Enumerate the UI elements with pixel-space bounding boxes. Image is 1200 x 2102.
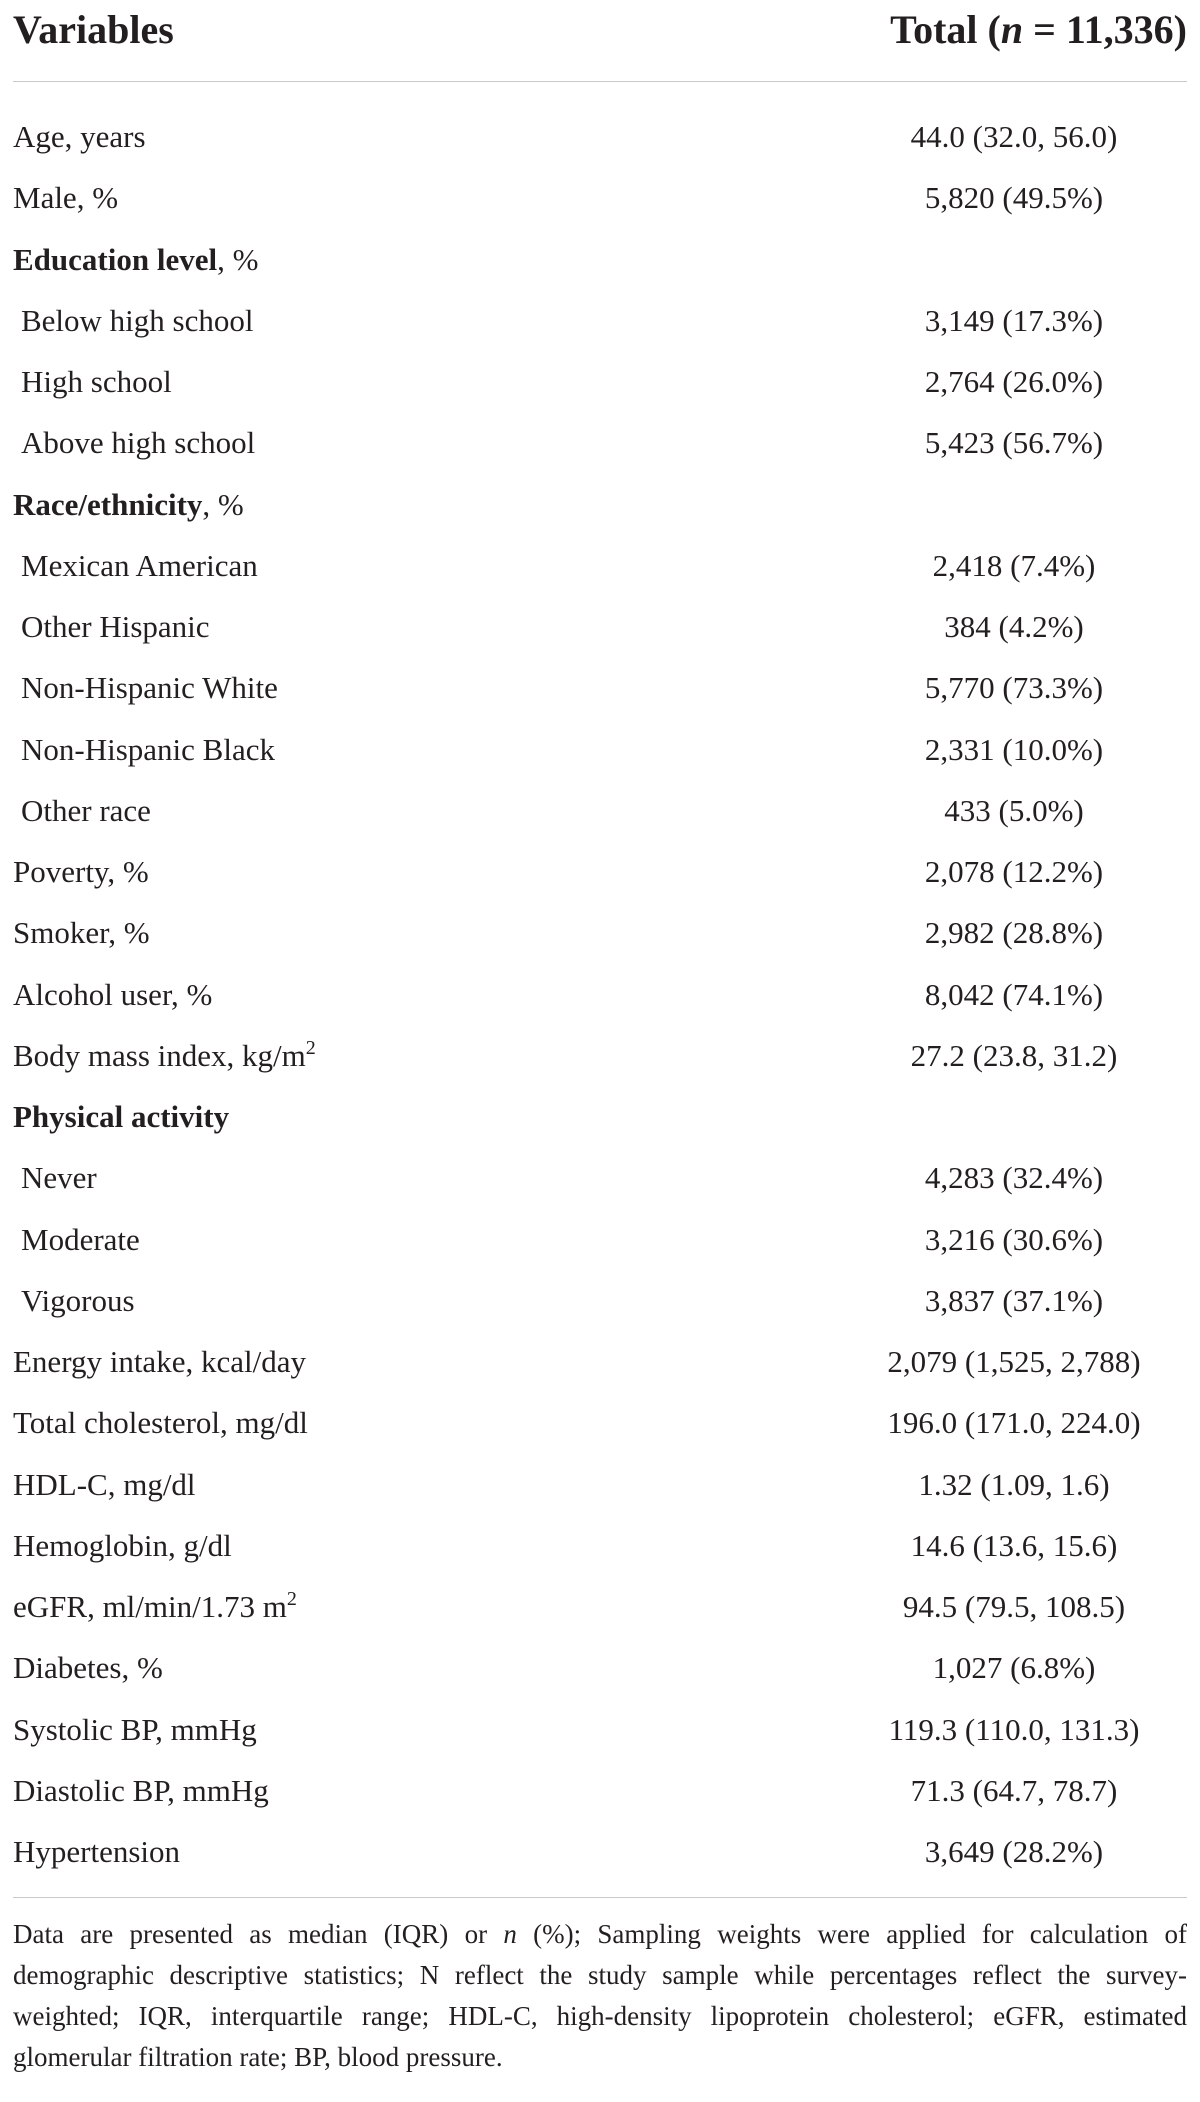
column-header-total-suffix: = 11,336) (1023, 7, 1187, 52)
row-label: Never (21, 1160, 97, 1196)
table-header (0, 0, 1200, 80)
row-label-superscript: 2 (286, 1588, 297, 1610)
table-row (0, 1515, 1200, 1576)
footnote-n: n (503, 1919, 517, 1949)
table-row (0, 290, 1200, 351)
table-row (0, 964, 1200, 1025)
column-header-total-n: n (1000, 7, 1024, 52)
row-value: 3,149 (17.3%) (924, 302, 1104, 338)
row-value: 5,820 (49.5%) (924, 180, 1104, 216)
row-value: 1,027 (6.8%) (932, 1650, 1096, 1686)
section-heading-race (0, 474, 1200, 535)
row-label-text: eGFR, ml/min/1.73 m (13, 1589, 287, 1624)
row-value: 1.32 (1.09, 1.6) (918, 1466, 1110, 1502)
row-label: Diabetes, % (13, 1650, 163, 1686)
row-label: High school (21, 364, 172, 399)
table-row (0, 351, 1200, 412)
row-label: Poverty, % (13, 854, 149, 889)
table-row (0, 106, 1200, 167)
table-row (0, 1699, 1200, 1760)
section-label-rest: , % (217, 241, 259, 277)
row-value: 2,982 (28.8%) (924, 915, 1104, 951)
table-row (0, 1147, 1200, 1208)
row-value: 4,283 (32.4%) (924, 1160, 1104, 1196)
section-label-bold: Education level (13, 241, 218, 277)
row-value: 3,649 (28.2%) (924, 1834, 1104, 1869)
row-label (13, 1576, 297, 1642)
table-row (0, 780, 1200, 841)
row-value: 44.0 (32.0, 56.0) (910, 119, 1118, 154)
table-body (0, 106, 1200, 1882)
row-label-superscript: 2 (305, 1036, 316, 1059)
section-label (13, 229, 258, 290)
section-heading-education (0, 229, 1200, 290)
row-value: 5,770 (73.3%) (924, 670, 1104, 706)
row-label: Hypertension (13, 1834, 181, 1869)
footnote-part2: (%); Sampling weights were applied for calculation of demographic descriptive statistics; N reflect the study sample while percentages reflect the survey-weighted; IQR, interquartile range; HDL-C, high-density lipoprotein cholesterol; eGFR, estimated glomerular filtration rate; BP, blood pressure. (13, 1919, 1187, 2072)
table-row (0, 719, 1200, 780)
row-value: 119.3 (110.0, 131.3) (888, 1711, 1140, 1747)
row-value: 8,042 (74.1%) (924, 976, 1104, 1012)
table-row (0, 1760, 1200, 1821)
row-label: Moderate (21, 1221, 140, 1257)
table-row (0, 1821, 1200, 1882)
row-label-text: Body mass index, kg/m (13, 1037, 306, 1073)
row-label: Above high school (21, 425, 256, 461)
row-label: HDL-C, mg/dl (13, 1466, 196, 1502)
row-label: Hemoglobin, g/dl (13, 1527, 232, 1563)
section-heading-physical-activity (0, 1086, 1200, 1147)
row-label: Energy intake, kcal/day (13, 1344, 306, 1379)
table-row (0, 1209, 1200, 1270)
section-label-rest: , % (202, 486, 244, 522)
table-row (0, 1270, 1200, 1331)
section-label-bold: Physical activity (13, 1099, 230, 1134)
table-footnote (13, 1914, 1187, 2078)
table-row (0, 535, 1200, 596)
table-row (0, 1576, 1200, 1637)
section-label-bold: Race/ethnicity (13, 486, 203, 522)
row-label: Mexican American (21, 547, 258, 583)
row-value: 71.3 (64.7, 78.7) (910, 1772, 1118, 1808)
footer-divider (13, 1897, 1187, 1898)
table-row (0, 1454, 1200, 1515)
table-row (0, 1025, 1200, 1086)
row-label: Diastolic BP, mmHg (13, 1772, 269, 1808)
row-value: 384 (4.2%) (944, 609, 1084, 644)
footnote-part1: Data are presented as median (IQR) or (13, 1919, 504, 1949)
row-label: Total cholesterol, mg/dl (13, 1405, 308, 1441)
row-value: 5,423 (56.7%) (924, 425, 1104, 461)
table-row (0, 167, 1200, 228)
row-label: Male, % (13, 180, 119, 216)
row-value: 2,418 (7.4%) (932, 547, 1096, 583)
row-value: 2,764 (26.0%) (924, 364, 1104, 399)
row-label: Non-Hispanic Black (21, 731, 275, 767)
row-label: Below high school (21, 302, 254, 338)
row-label: Other Hispanic (21, 609, 210, 644)
row-value: 196.0 (171.0, 224.0) (887, 1405, 1141, 1441)
table-row (0, 902, 1200, 963)
table-row (0, 1331, 1200, 1392)
row-label: Alcohol user, % (13, 976, 213, 1012)
column-header-total (890, 4, 1187, 56)
row-label (13, 1025, 316, 1091)
table-row (0, 657, 1200, 718)
table-row (0, 412, 1200, 473)
row-label: Non-Hispanic White (21, 670, 278, 706)
table-row (0, 596, 1200, 657)
row-label: Age, years (13, 119, 146, 154)
row-label: Other race (21, 792, 151, 828)
row-label: Smoker, % (13, 915, 150, 951)
row-value: 27.2 (23.8, 31.2) (910, 1037, 1118, 1073)
row-label: Systolic BP, mmHg (13, 1711, 257, 1747)
column-header-total-prefix: Total ( (890, 7, 1001, 52)
section-label (13, 1086, 229, 1147)
row-value: 3,837 (37.1%) (924, 1282, 1104, 1318)
row-value: 94.5 (79.5, 108.5) (902, 1589, 1126, 1624)
row-value: 2,078 (12.2%) (924, 854, 1104, 889)
row-value: 2,079 (1,525, 2,788) (887, 1344, 1141, 1379)
section-label (13, 474, 244, 535)
row-value: 433 (5.0%) (944, 792, 1084, 828)
row-value: 2,331 (10.0%) (924, 731, 1104, 767)
row-value: 14.6 (13.6, 15.6) (910, 1527, 1118, 1563)
column-header-variables: Variables (13, 7, 174, 52)
table-row (0, 1392, 1200, 1453)
table-row (0, 841, 1200, 902)
header-divider (13, 81, 1187, 82)
row-value: 3,216 (30.6%) (924, 1221, 1104, 1257)
row-label: Vigorous (21, 1282, 135, 1318)
table-row (0, 1637, 1200, 1698)
